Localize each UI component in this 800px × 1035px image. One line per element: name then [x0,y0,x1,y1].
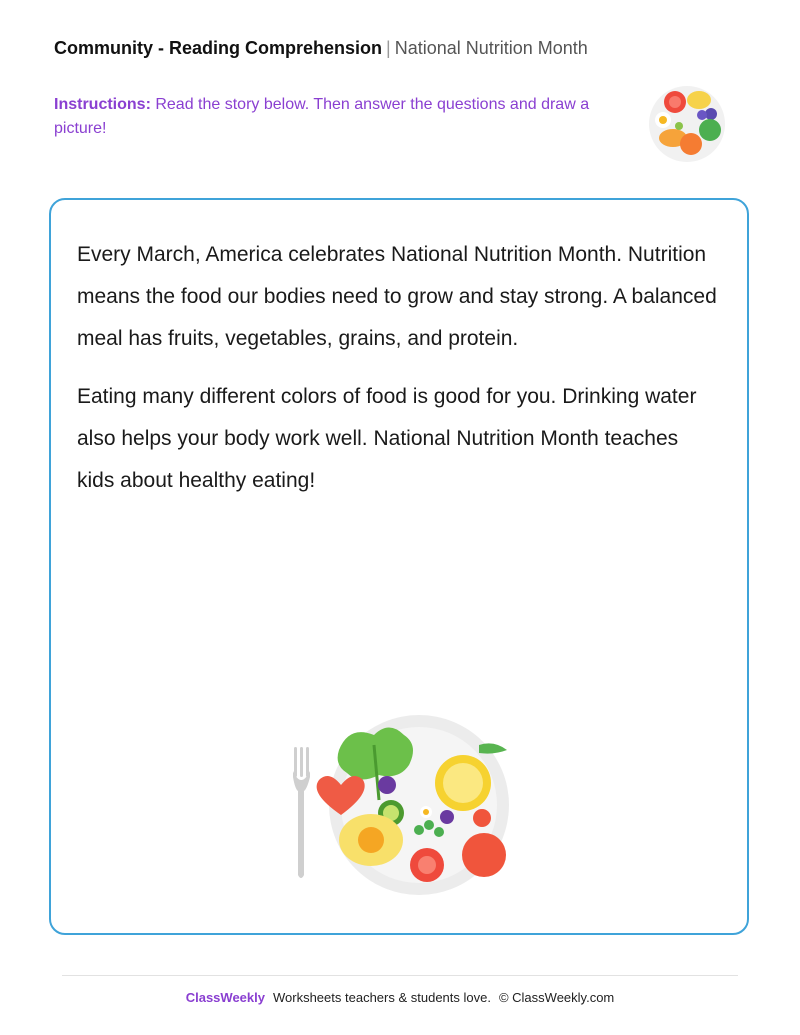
footer-tagline: Worksheets teachers & students love. [272,990,491,1005]
footer [0,990,800,1005]
title-separator: | [386,38,391,58]
instructions-label: Instructions: [54,96,151,113]
instructions [54,93,614,141]
footer-divider [62,975,738,976]
footer-copyright: © ClassWeekly.com [498,990,615,1005]
worksheet-header [54,36,604,60]
worksheet-subtitle: National Nutrition Month [394,38,588,58]
story-paragraph-1: Every March, America celebrates National Nutrition Month. Nutrition means the food our bodies need to grow and stay strong. A balanced meal has fruits, vegetables, grains, and protein. [77,243,717,350]
instructions-text: Read the story below. Then answer the questions and draw a picture! [54,96,590,137]
food-plate-icon [645,82,729,166]
healthy-plate-with-fork-icon [279,705,539,905]
story-box [49,198,749,935]
story-text [77,234,717,518]
worksheet-title: Community - Reading Comprehension [54,38,383,58]
footer-brand: ClassWeekly [185,990,265,1005]
story-paragraph-2: Eating many different colors of food is good for you. Drinking water also helps your body work well. National Nutrition Month teaches kids about healthy eating! [77,385,697,492]
